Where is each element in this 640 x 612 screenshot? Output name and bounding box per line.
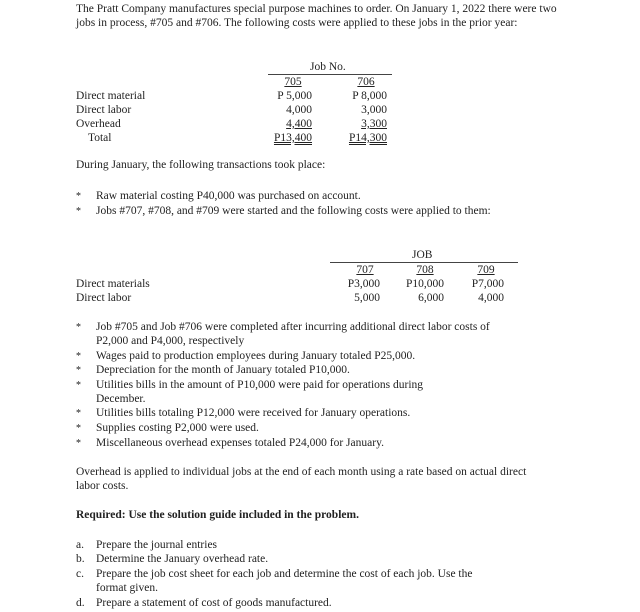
- bullet-text: Utilities bills in the amount of P10,000 were paid for operations during December.: [96, 379, 424, 405]
- bullet-text: Miscellaneous overhead expenses totaled P24,000 for January.: [96, 437, 384, 449]
- required-heading-text: Required: Use the solution guide included in the problem.: [76, 509, 359, 521]
- required-heading: [76, 508, 359, 522]
- table2-row-label: Direct labor: [76, 292, 132, 304]
- table1-cell: 3,300: [361, 118, 387, 130]
- bullet-star: *: [76, 365, 81, 376]
- bullet-text: Depreciation for the month of January totaled P10,000.: [96, 364, 350, 376]
- bullet-star: *: [76, 438, 81, 449]
- requirement-text: Prepare the job cost sheet for each job and determine the cost of each job. Use the format given.: [96, 568, 473, 594]
- table1-header: Job No.: [310, 61, 346, 73]
- requirement-text: Prepare the journal entries: [96, 539, 218, 551]
- table2-cell: P3,000: [347, 278, 380, 290]
- requirement-letter: b.: [76, 553, 85, 565]
- table1-cell: P 8,000: [352, 90, 387, 102]
- requirement-text: Prepare a statement of cost of goods manufactured.: [96, 597, 332, 609]
- table1-job-706: 706: [357, 76, 375, 88]
- bullet-star: *: [76, 351, 81, 362]
- table1-cell: P14,300: [348, 132, 387, 144]
- table2-job-709: 709: [477, 264, 495, 276]
- table2-job-708: 708: [416, 264, 434, 276]
- table2-row-label: Direct materials: [76, 278, 150, 290]
- table2-cell: P7,000: [471, 278, 504, 290]
- table2-cell: 5,000: [354, 292, 380, 304]
- bullet-text: Jobs #707, #708, and #709 were started and the following costs were applied to them:: [96, 205, 491, 217]
- overhead-note: Overhead is applied to individual jobs at the end of each month using a rate based on actual direct labor costs.: [76, 466, 527, 492]
- requirement-text: Determine the January overhead rate.: [96, 553, 269, 565]
- bullet-star: *: [76, 380, 81, 391]
- bullet-text: Raw material costing P40,000 was purchased on account.: [96, 190, 361, 202]
- table1-row-label: Overhead: [76, 118, 121, 130]
- requirement-letter: c.: [76, 568, 84, 580]
- bullet-star: *: [76, 206, 81, 217]
- table1-row-label: Total: [88, 132, 112, 144]
- table1-cell: P13,400: [273, 132, 312, 144]
- table1-job-705: 705: [284, 76, 302, 88]
- requirement-letter: d.: [76, 597, 85, 609]
- bullet-star: *: [76, 191, 81, 202]
- table1-cell: 4,000: [286, 104, 312, 116]
- transactions-intro: During January, the following transactions took place:: [76, 159, 326, 171]
- bullet-text: Supplies costing P2,000 were used.: [96, 422, 259, 434]
- table2-job-707: 707: [356, 264, 374, 276]
- bullet-text: Job #705 and Job #706 were completed after incurring additional direct labor costs of P2,000 and P4,000, respectively: [96, 321, 490, 347]
- table1-row-label: Direct material: [76, 90, 146, 102]
- table2-cell: P10,000: [405, 278, 444, 290]
- bullet-star: *: [76, 322, 81, 333]
- bullet-star: *: [76, 423, 81, 434]
- bullet-text: Utilities bills totaling P12,000 were received for January operations.: [96, 407, 411, 419]
- table1-cell: 4,400: [286, 118, 312, 130]
- bullet-text: Wages paid to production employees during January totaled P25,000.: [96, 350, 416, 362]
- table2-cell: 4,000: [478, 292, 504, 304]
- intro-paragraph: The Pratt Company manufactures special purpose machines to order. On January 1, 2022 there were two jobs in process, #705 and #706. The following costs were applied to these jobs in the prior year:: [76, 3, 557, 29]
- table2-header: JOB: [412, 249, 433, 261]
- bullet-star: *: [76, 408, 81, 419]
- table2-cell: 6,000: [418, 292, 444, 304]
- table1-cell: 3,000: [361, 104, 387, 116]
- table1-cell: P 5,000: [277, 90, 312, 102]
- requirement-letter: a.: [76, 539, 84, 551]
- table1-row-label: Direct labor: [76, 104, 132, 116]
